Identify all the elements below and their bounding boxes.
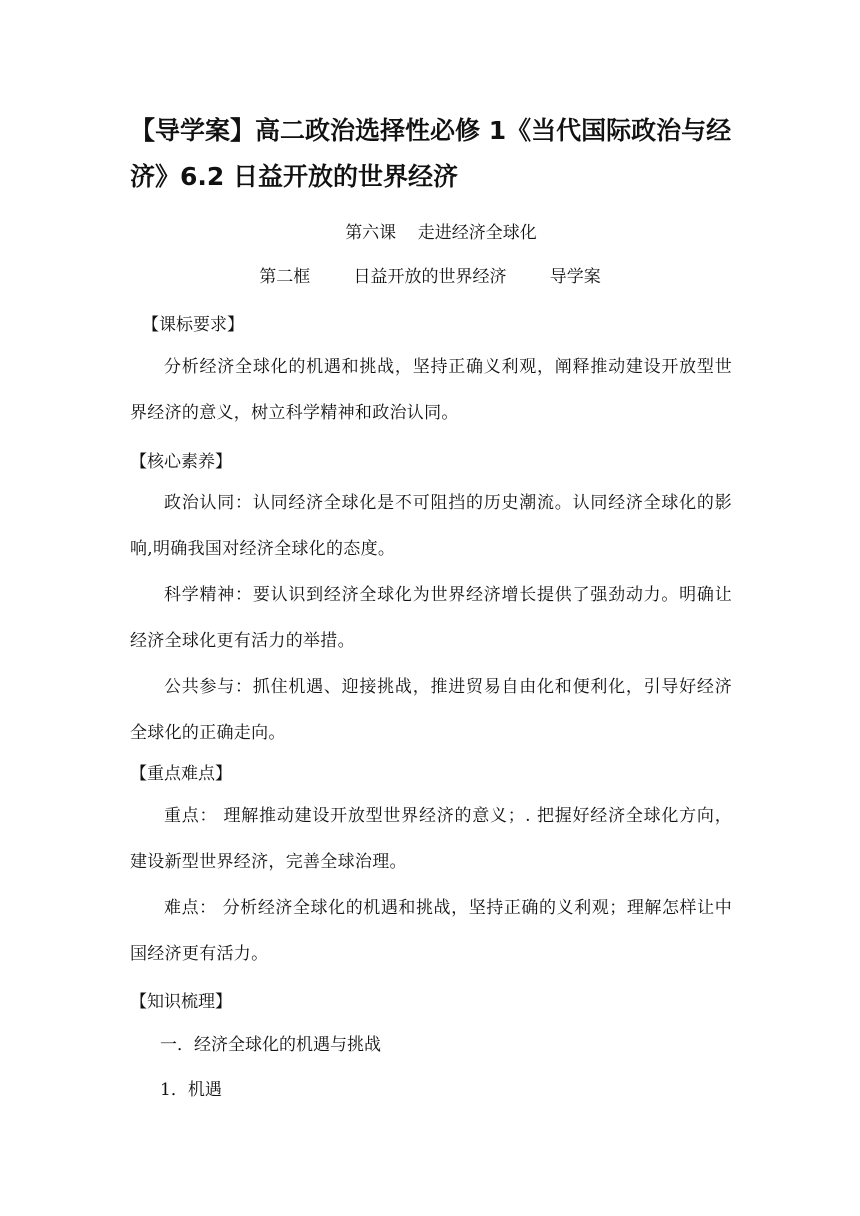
section-subtitle: 第二框 日益开放的世界经济 导学案	[259, 267, 601, 287]
core-literacy-heading: 【核心素养】	[130, 452, 232, 472]
lesson-subtitle: 第六课 走进经济全球化	[345, 223, 537, 243]
difficult-point-paragraph: 难点： 分析经济全球化的机遇和挑战，坚持正确的义利观；理解怎样让中国经济更有活力。	[130, 898, 732, 964]
knowledge-item-1: 一．经济全球化的机遇与挑战	[160, 1035, 381, 1055]
key-difficult-heading: 【重点难点】	[130, 764, 232, 784]
core-political-identity-paragraph: 政治认同：认同经济全球化是不可阻挡的历史潮流。认同经济全球化的影响,明确我国对经济全球化的态度。	[130, 493, 732, 559]
curriculum-heading: 【课标要求】	[142, 315, 244, 335]
knowledge-item-1-1: 1．机遇	[160, 1080, 222, 1100]
core-scientific-spirit-paragraph: 科学精神：要认识到经济全球化为世界经济增长提供了强劲动力。明确让经济全球化更有活力的举措。	[130, 585, 732, 651]
core-public-participation-paragraph: 公共参与：抓住机遇、迎接挑战，推进贸易自由化和便利化，引导好经济全球化的正确走向。	[130, 677, 732, 743]
document-title: 【导学案】高二政治选择性必修 1《当代国际政治与经济》6.2 日益开放的世界经济	[130, 116, 732, 191]
curriculum-paragraph: 分析经济全球化的机遇和挑战，坚持正确义利观，阐释推动建设开放型世界经济的意义，树立科学精神和政治认同。	[130, 357, 732, 423]
key-point-paragraph: 重点： 理解推动建设开放型世界经济的意义；. 把握好经济全球化方向，建设新型世界经济，完善全球治理。	[130, 806, 732, 872]
knowledge-heading: 【知识梳理】	[130, 992, 232, 1012]
